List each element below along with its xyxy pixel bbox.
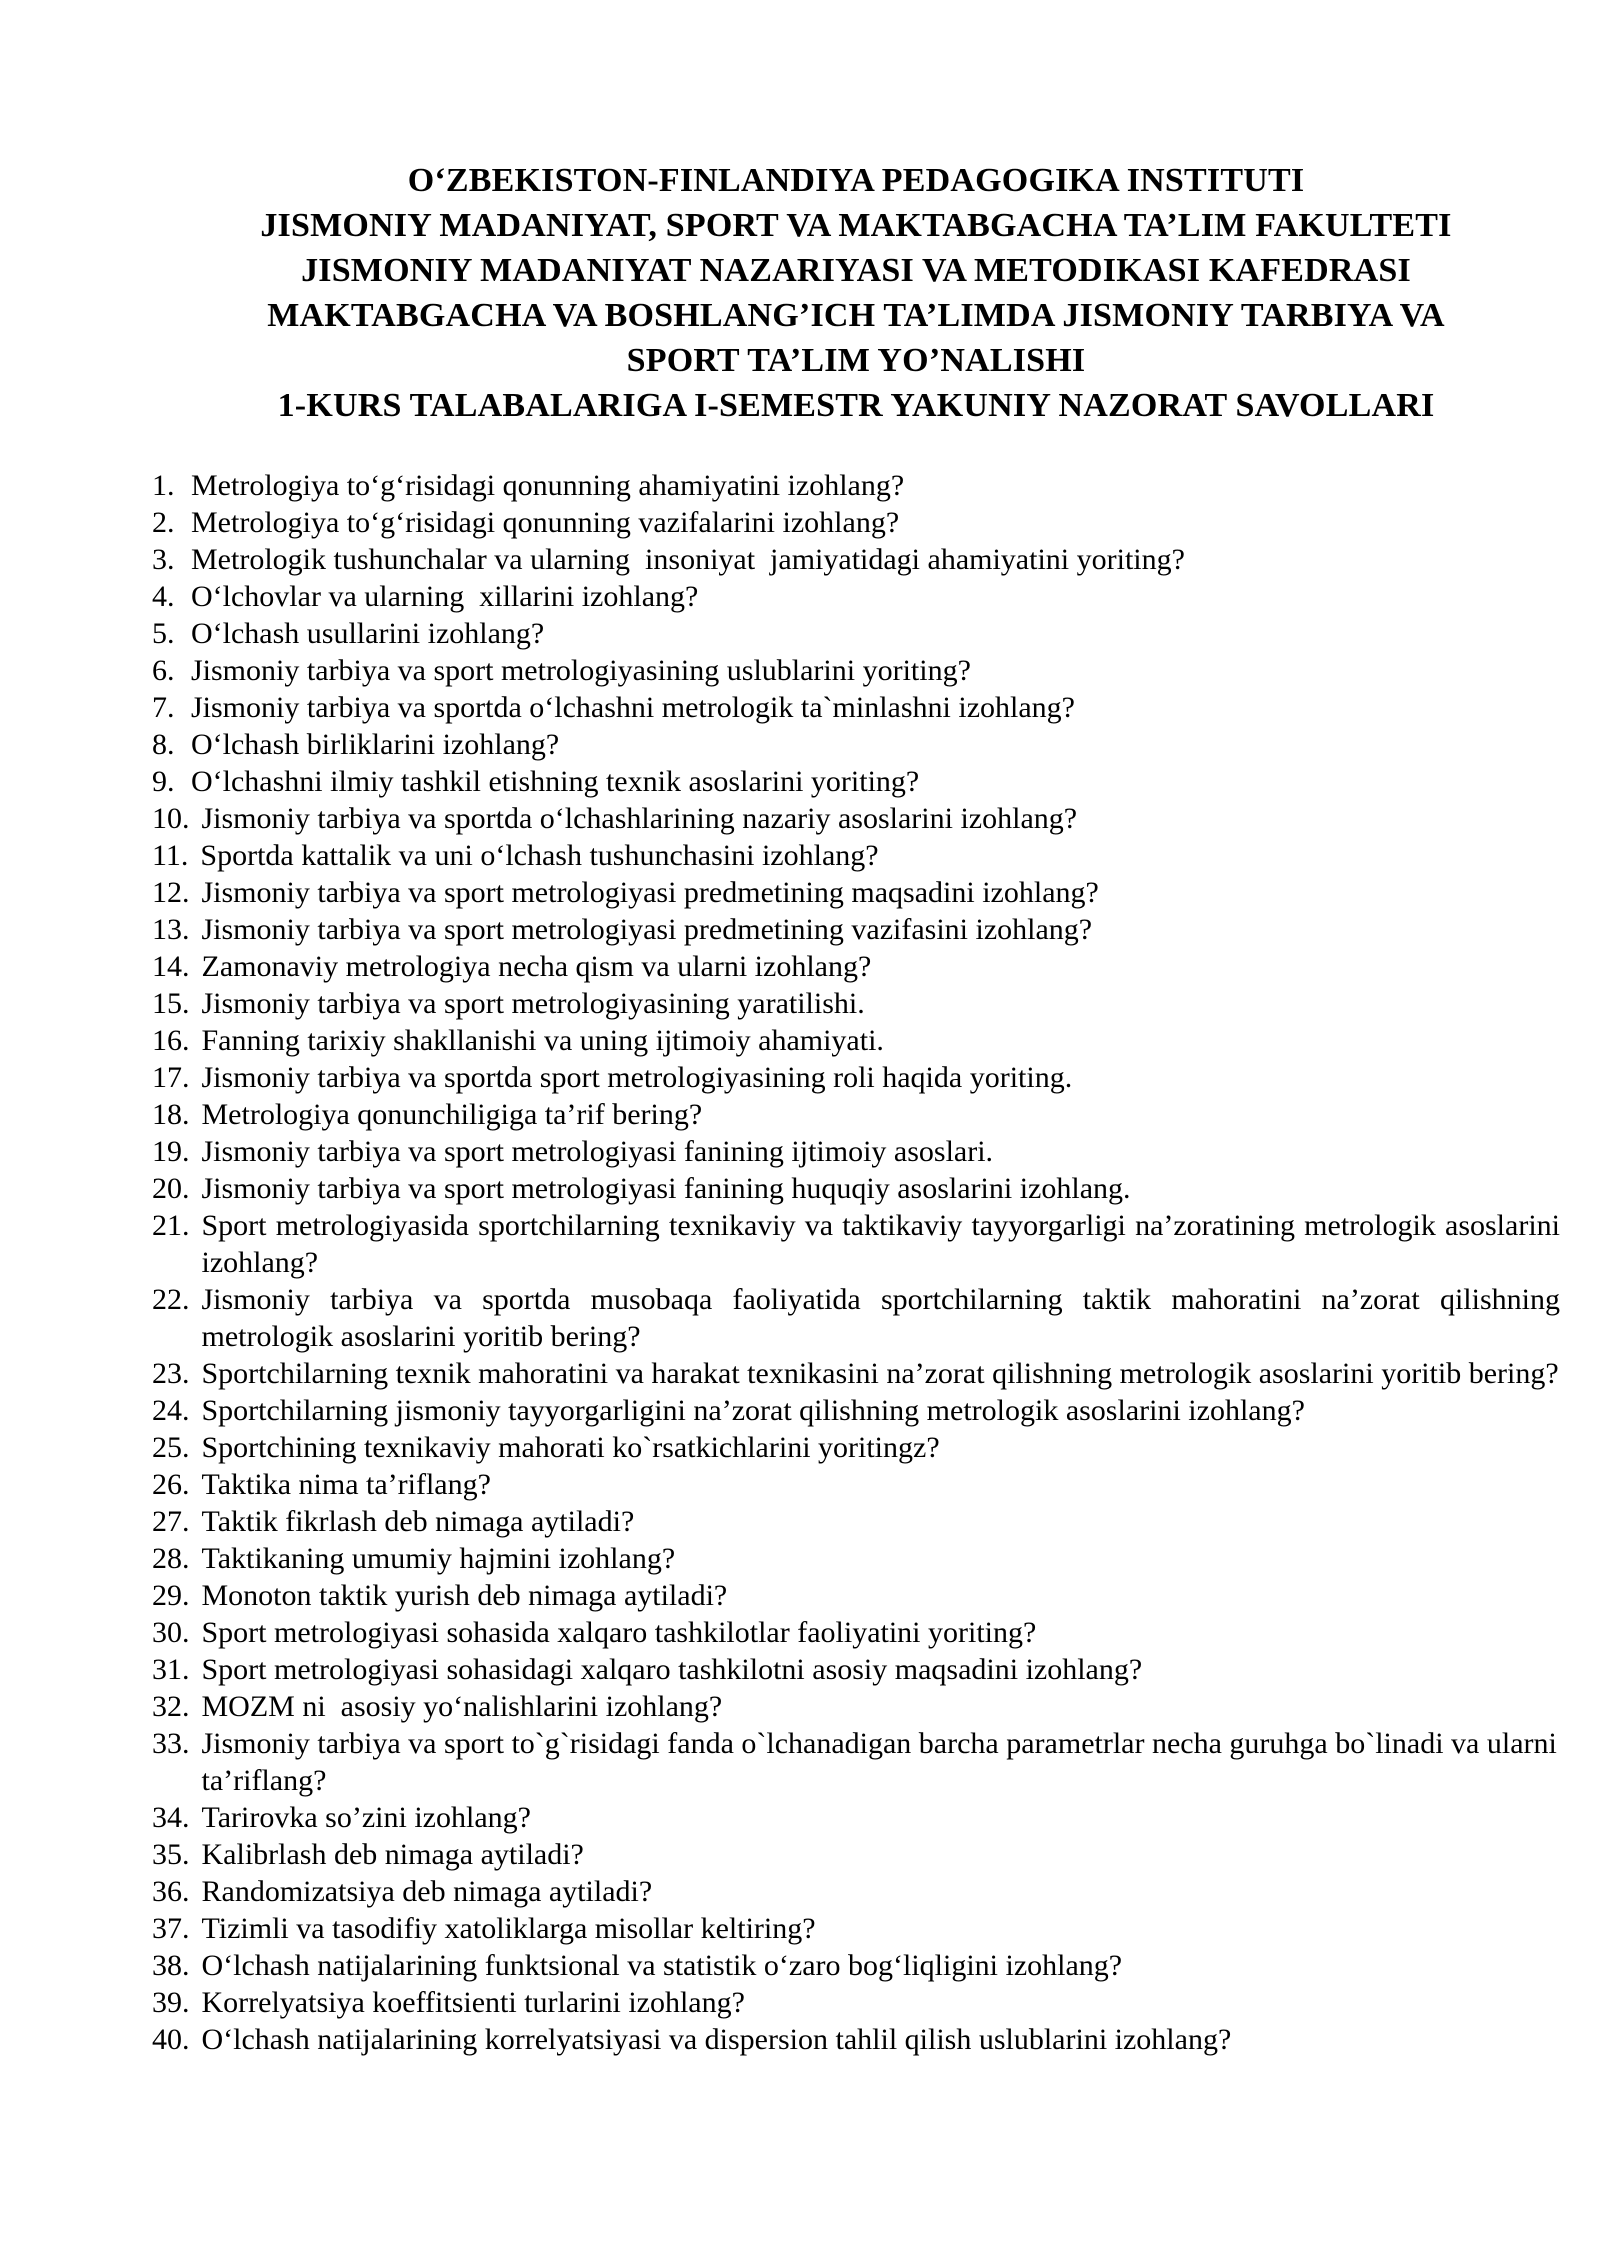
question-item — [152, 2021, 1560, 2058]
question-item — [152, 1614, 1560, 1651]
question-number: 16. — [152, 1024, 190, 1057]
question-number: 24. — [152, 1394, 190, 1427]
question-item — [152, 578, 1560, 615]
question-text: Sportchilarning texnik mahoratini va harakat texnikasini na’zorat qilishning metrologik asoslarini yoritib bering? — [201, 1357, 1559, 1390]
question-text: O‘lchash birliklarini izohlang? — [191, 728, 560, 761]
question-item — [152, 1096, 1560, 1133]
question-item — [152, 800, 1560, 837]
question-text: Jismoniy tarbiya va sportda o‘lchashni metrologik ta`minlashni izohlang? — [191, 691, 1075, 724]
question-item — [152, 1799, 1560, 1836]
question-text: Tizimli va tasodifiy xatoliklarga misollar keltiring? — [201, 1912, 816, 1945]
question-text: Metrologiya to‘g‘risidagi qonunning ahamiyatini izohlang? — [191, 469, 905, 502]
question-item — [152, 1429, 1560, 1466]
question-number: 38. — [152, 1949, 190, 1982]
question-text: Fanning tarixiy shakllanishi va uning ijtimoiy ahamiyati. — [201, 1024, 884, 1057]
question-number: 4. — [152, 580, 175, 613]
question-number: 19. — [152, 1135, 190, 1168]
question-text: Tarirovka so’zini izohlang? — [201, 1801, 531, 1834]
question-item — [152, 1133, 1560, 1170]
question-item — [152, 1503, 1560, 1540]
question-text: Jismoniy tarbiya va sport metrologiyasi fanining ijtimoiy asoslari. — [201, 1135, 994, 1168]
question-item — [152, 948, 1560, 985]
question-number: 5. — [152, 617, 175, 650]
question-number: 40. — [152, 2023, 190, 2056]
question-item — [152, 837, 1560, 874]
header-line-institute: O‘ZBEKISTON-FINLANDIYA PEDAGOGIKA INSTITUTI — [407, 162, 1305, 199]
question-item — [152, 1207, 1568, 1281]
question-number: 27. — [152, 1505, 190, 1538]
question-number: 33. — [152, 1727, 190, 1760]
question-number: 7. — [152, 691, 175, 724]
question-text: Jismoniy tarbiya va sportda musobaqa faoliyatida sportchilarning taktik mahoratini na’zorat qilishning metrologik asoslarini yoritib bering? — [201, 1283, 1568, 1353]
question-text: Taktika nima ta’riflang? — [201, 1468, 491, 1501]
question-number: 31. — [152, 1653, 190, 1686]
question-number: 15. — [152, 987, 190, 1020]
question-number: 34. — [152, 1801, 190, 1834]
question-item — [152, 985, 1560, 1022]
question-item — [152, 1466, 1560, 1503]
question-number: 11. — [152, 839, 189, 872]
question-text: Jismoniy tarbiya va sport metrologiyasi fanining huquqiy asoslarini izohlang. — [201, 1172, 1131, 1205]
question-item — [152, 1170, 1560, 1207]
question-item — [152, 1281, 1568, 1355]
header-line-department: JISMONIY MADANIYAT NAZARIYASI VA METODIKASI KAFEDRASI — [301, 252, 1411, 289]
question-number: 32. — [152, 1690, 190, 1723]
question-item — [152, 467, 1560, 504]
question-number: 1. — [152, 469, 175, 502]
question-text: O‘lchash natijalarining korrelyatsiyasi va dispersion tahlil qilish uslublarini izohlang? — [201, 2023, 1232, 2056]
question-number: 10. — [152, 802, 190, 835]
question-number: 14. — [152, 950, 190, 983]
question-item — [152, 1651, 1560, 1688]
question-item — [152, 911, 1560, 948]
question-number: 23. — [152, 1357, 190, 1390]
question-text: Jismoniy tarbiya va sport metrologiyasi predmetining maqsadini izohlang? — [201, 876, 1099, 909]
question-text: O‘lchashni ilmiy tashkil etishning texnik asoslarini yoriting? — [191, 765, 920, 798]
question-item — [152, 1022, 1560, 1059]
question-text: MOZM ni asosiy yo‘nalishlarini izohlang? — [201, 1690, 723, 1723]
question-text: Jismoniy tarbiya va sportda o‘lchashlarining nazariy asoslarini izohlang? — [201, 802, 1078, 835]
question-item — [152, 1540, 1560, 1577]
header-line-direction-2: SPORT TA’LIM YO’NALISHI — [626, 342, 1086, 379]
question-number: 25. — [152, 1431, 190, 1464]
question-number: 39. — [152, 1986, 190, 2019]
question-text: Sportda kattalik va uni o‘lchash tushunchasini izohlang? — [200, 839, 879, 872]
question-item — [152, 1910, 1560, 1947]
question-number: 28. — [152, 1542, 190, 1575]
question-item — [152, 1688, 1560, 1725]
question-number: 18. — [152, 1098, 190, 1131]
question-text: Metrologiya to‘g‘risidagi qonunning vazifalarini izohlang? — [191, 506, 900, 539]
question-item — [152, 763, 1560, 800]
question-number: 3. — [152, 543, 175, 576]
header-line-faculty: JISMONIY MADANIYAT, SPORT VA MAKTABGACHA TA’LIM FAKULTETI — [260, 207, 1452, 244]
question-item — [152, 1059, 1560, 1096]
question-text: Kalibrlash deb nimaga aytiladi? — [201, 1838, 584, 1871]
question-item — [152, 726, 1560, 763]
question-item — [152, 1355, 1560, 1392]
question-item — [152, 1836, 1560, 1873]
question-item — [152, 1725, 1565, 1799]
question-list — [152, 467, 1568, 2058]
question-text: Jismoniy tarbiya va sport metrologiyasining uslublarini yoriting? — [191, 654, 971, 687]
question-text: Taktikaning umumiy hajmini izohlang? — [201, 1542, 676, 1575]
question-text: Zamonaviy metrologiya necha qism va ularni izohlang? — [201, 950, 872, 983]
question-item — [152, 1984, 1560, 2021]
question-number: 21. — [152, 1209, 190, 1242]
question-text: Sportchining texnikaviy mahorati ko`rsatkichlarini yoritingz? — [201, 1431, 940, 1464]
question-item — [152, 1947, 1560, 1984]
question-number: 9. — [152, 765, 175, 798]
question-number: 12. — [152, 876, 190, 909]
question-item — [152, 615, 1560, 652]
question-number: 37. — [152, 1912, 190, 1945]
question-item — [152, 1392, 1560, 1429]
question-text: Monoton taktik yurish deb nimaga aytiladi? — [201, 1579, 728, 1612]
question-text: Jismoniy tarbiya va sport metrologiyasining yaratilishi. — [201, 987, 865, 1020]
question-number: 36. — [152, 1875, 190, 1908]
question-text: Metrologik tushunchalar va ularning insoniyat jamiyatidagi ahamiyatini yoriting? — [191, 543, 1185, 576]
question-item — [152, 652, 1560, 689]
question-number: 2. — [152, 506, 175, 539]
header-line-title: 1-KURS TALABALARIGA I-SEMESTR YAKUNIY NAZORAT SAVOLLARI — [277, 387, 1435, 424]
question-number: 22. — [152, 1283, 190, 1316]
question-item — [152, 1577, 1560, 1614]
question-text: Jismoniy tarbiya va sport metrologiyasi predmetining vazifasini izohlang? — [201, 913, 1093, 946]
question-text: Randomizatsiya deb nimaga aytiladi? — [201, 1875, 653, 1908]
question-number: 6. — [152, 654, 175, 687]
question-text: Korrelyatsiya koeffitsienti turlarini izohlang? — [201, 1986, 745, 2019]
question-text: Jismoniy tarbiya va sport to`g`risidagi fanda o`lchanadigan barcha parametrlar necha guruhga bo`linadi va ularni ta’riflang? — [201, 1727, 1565, 1797]
question-number: 26. — [152, 1468, 190, 1501]
document-header — [152, 158, 1560, 428]
header-line-direction-1: MAKTABGACHA VA BOSHLANG’ICH TA’LIMDA JISMONIY TARBIYA VA — [267, 297, 1445, 334]
question-number: 29. — [152, 1579, 190, 1612]
question-text: Sportchilarning jismoniy tayyorgarligini na’zorat qilishning metrologik asoslarini izohlang? — [201, 1394, 1305, 1427]
question-text: Sport metrologiyasi sohasida xalqaro tashkilotlar faoliyatini yoriting? — [201, 1616, 1037, 1649]
question-number: 20. — [152, 1172, 190, 1205]
question-text: Sport metrologiyasi sohasidagi xalqaro tashkilotni asosiy maqsadini izohlang? — [201, 1653, 1143, 1686]
question-text: O‘lchovlar va ularning xillarini izohlang? — [191, 580, 699, 613]
question-text: O‘lchash usullarini izohlang? — [191, 617, 545, 650]
question-number: 13. — [152, 913, 190, 946]
question-text: Sport metrologiyasida sportchilarning texnikaviy va taktikaviy tayyorgarligi na’zoratining metrologik asoslarini izohlang? — [201, 1209, 1568, 1279]
question-item — [152, 504, 1560, 541]
question-item — [152, 1873, 1560, 1910]
question-text: Taktik fikrlash deb nimaga aytiladi? — [201, 1505, 635, 1538]
question-text: Jismoniy tarbiya va sportda sport metrologiyasining roli haqida yoriting. — [201, 1061, 1073, 1094]
question-number: 35. — [152, 1838, 190, 1871]
question-number: 17. — [152, 1061, 190, 1094]
question-item — [152, 541, 1560, 578]
question-text: Metrologiya qonunchiligiga ta’rif bering? — [201, 1098, 703, 1131]
question-item — [152, 689, 1560, 726]
question-text: O‘lchash natijalarining funktsional va statistik o‘zaro bog‘liqligini izohlang? — [201, 1949, 1123, 1982]
question-item — [152, 874, 1560, 911]
question-number: 30. — [152, 1616, 190, 1649]
question-number: 8. — [152, 728, 175, 761]
